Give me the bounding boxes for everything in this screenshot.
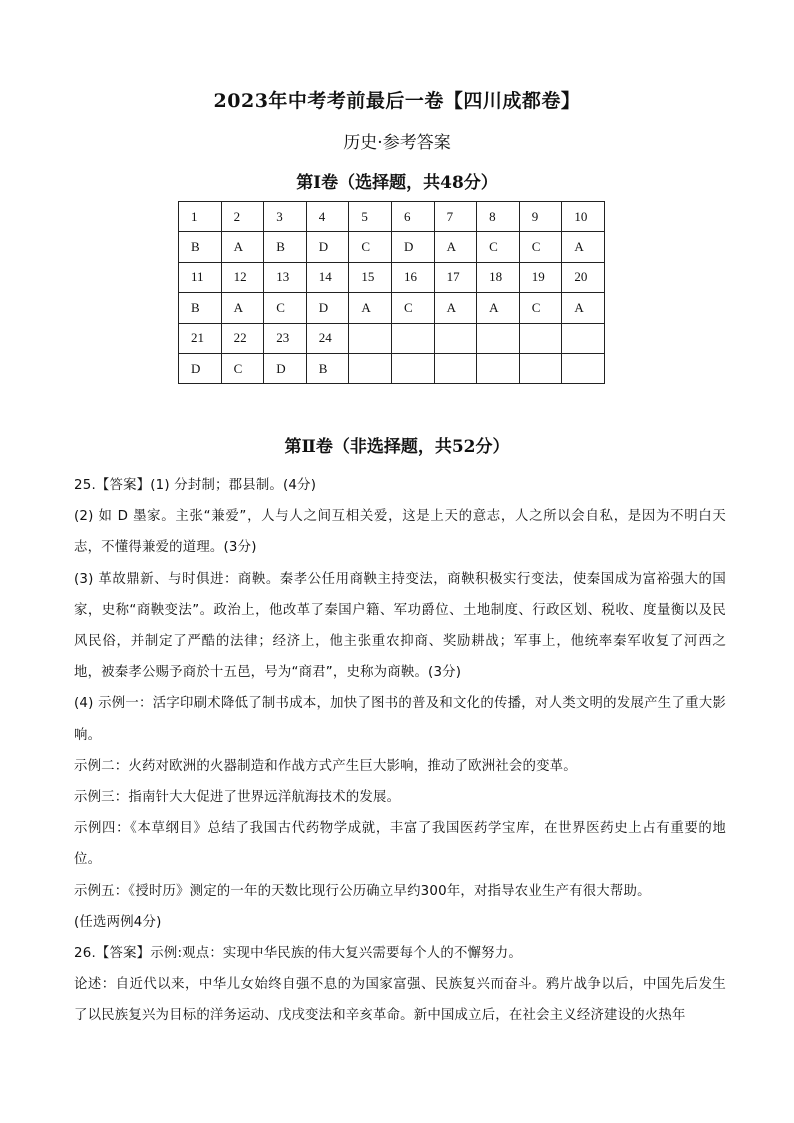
table-cell: 10: [562, 202, 605, 232]
table-cell: A: [562, 293, 605, 323]
table-cell: C: [264, 293, 307, 323]
table-cell: D: [264, 353, 307, 383]
table-cell: 4: [306, 202, 349, 232]
table-cell: D: [179, 353, 222, 383]
table-cell: 6: [391, 202, 434, 232]
table-cell: B: [179, 293, 222, 323]
table-cell: [477, 353, 520, 383]
page-subtitle: 历史·参考答案: [343, 133, 451, 153]
table-cell: B: [264, 232, 307, 262]
table-cell: C: [221, 353, 264, 383]
table-cell: [349, 323, 392, 353]
answer-explanations: [74, 470, 726, 1032]
table-cell: 23: [264, 323, 307, 353]
answer-paragraph: 示例四：《本草纲目》总结了我国古代药物学成就，丰富了我国医药学宝库，在世界医药史上占有重要的地位。: [74, 821, 726, 868]
table-cell: [434, 353, 477, 383]
table-cell: 16: [391, 262, 434, 292]
table-cell: C: [519, 232, 562, 262]
table-cell: 9: [519, 202, 562, 232]
table-cell: A: [434, 232, 477, 262]
table-cell: A: [221, 293, 264, 323]
table-cell: 22: [221, 323, 264, 353]
answer-paragraph: (2) 如 D 墨家。主张“兼爱”，人与人之间互相关爱，这是上天的意志，人之所以会自私，是因为不明白天志，不懂得兼爱的道理。(3分): [74, 509, 726, 556]
table-cell: C: [349, 232, 392, 262]
table-cell: B: [179, 232, 222, 262]
answer-paragraph: 示例五：《授时历》测定的一年的天数比现行公历确立早约300年，对指导农业生产有很大帮助。: [74, 883, 651, 899]
answer-paragraph: 示例三：指南针大大促进了世界远洋航海技术的发展。: [74, 790, 401, 806]
answer-paragraph: 示例二：火药对欧洲的火器制造和作战方式产生巨大影响，推动了欧洲社会的变革。: [74, 758, 577, 774]
table-cell: A: [434, 293, 477, 323]
table-row: [179, 353, 605, 383]
table-row: [179, 232, 605, 262]
table-row: [179, 323, 605, 353]
table-cell: 2: [221, 202, 264, 232]
table-cell: 17: [434, 262, 477, 292]
table-cell: [477, 323, 520, 353]
table-cell: [349, 353, 392, 383]
table-cell: 1: [179, 202, 222, 232]
answer-paragraph: 25.【答案】(1) 分封制；郡县制。(4分): [74, 478, 317, 493]
table-cell: [434, 323, 477, 353]
table-cell: [519, 323, 562, 353]
table-cell: B: [306, 353, 349, 383]
answer-paragraph: 论述：自近代以来，中华儿女始终自强不息的为国家富强、民族复兴而奋斗。鸦片战争以后，中国先后发生了以民族复兴为目标的洋务运动、戊戌变法和辛亥革命。新中国成立后，在社会主义经济建设的火热年: [74, 977, 726, 1024]
table-cell: D: [306, 293, 349, 323]
table-cell: 15: [349, 262, 392, 292]
table-cell: 5: [349, 202, 392, 232]
table-cell: 19: [519, 262, 562, 292]
table-cell: D: [306, 232, 349, 262]
answer-paragraph: (3) 革故鼎新、与时俱进：商鞅。秦孝公任用商鞅主持变法，商鞅积极实行变法，使秦国成为富裕强大的国家，史称“商鞅变法”。政治上，他改革了秦国户籍、军功爵位、土地制度、行政区划、税收、度量衡以及民风民俗，并制定了严酷的法律；经济上，他主张重农抑商、奖励耕战；军事上，他统率秦军收复了河西之地，被秦孝公赐予商於十五邑，号为“商君”，史称为商鞅。(3分): [74, 571, 726, 681]
page-title: 2023年中考考前最后一卷【四川成都卷】: [213, 90, 581, 112]
table-cell: 21: [179, 323, 222, 353]
table-cell: C: [391, 293, 434, 323]
table-cell: A: [221, 232, 264, 262]
table-cell: 11: [179, 262, 222, 292]
table-cell: D: [391, 232, 434, 262]
table-cell: [391, 323, 434, 353]
answer-paragraph: (4) 示例一：活字印刷术降低了制书成本，加快了图书的普及和文化的传播，对人类文明的发展产生了重大影响。: [74, 696, 726, 743]
answer-paragraph: 26.【答案】示例:观点：实现中华民族的伟大复兴需要每个人的不懈努力。: [74, 946, 522, 962]
table-cell: [562, 353, 605, 383]
table-cell: 7: [434, 202, 477, 232]
table-cell: [562, 323, 605, 353]
section1-heading: 第Ⅰ卷（选择题，共48分）: [296, 173, 498, 193]
table-cell: A: [349, 293, 392, 323]
table-cell: [391, 353, 434, 383]
table-cell: 14: [306, 262, 349, 292]
table-cell: C: [477, 232, 520, 262]
table-cell: 18: [477, 262, 520, 292]
table-cell: 12: [221, 262, 264, 292]
table-row: [179, 293, 605, 323]
table-cell: A: [477, 293, 520, 323]
table-cell: 20: [562, 262, 605, 292]
table-row: [179, 262, 605, 292]
table-cell: C: [519, 293, 562, 323]
table-cell: 3: [264, 202, 307, 232]
table-cell: 8: [477, 202, 520, 232]
table-cell: 13: [264, 262, 307, 292]
section2-heading: 第Ⅱ卷（非选择题，共52分）: [284, 437, 510, 457]
table-cell: 24: [306, 323, 349, 353]
table-row: [179, 202, 605, 232]
table-cell: [519, 353, 562, 383]
answer-paragraph: (任选两例4分): [74, 914, 162, 930]
answer-table: [178, 201, 605, 384]
table-cell: A: [562, 232, 605, 262]
